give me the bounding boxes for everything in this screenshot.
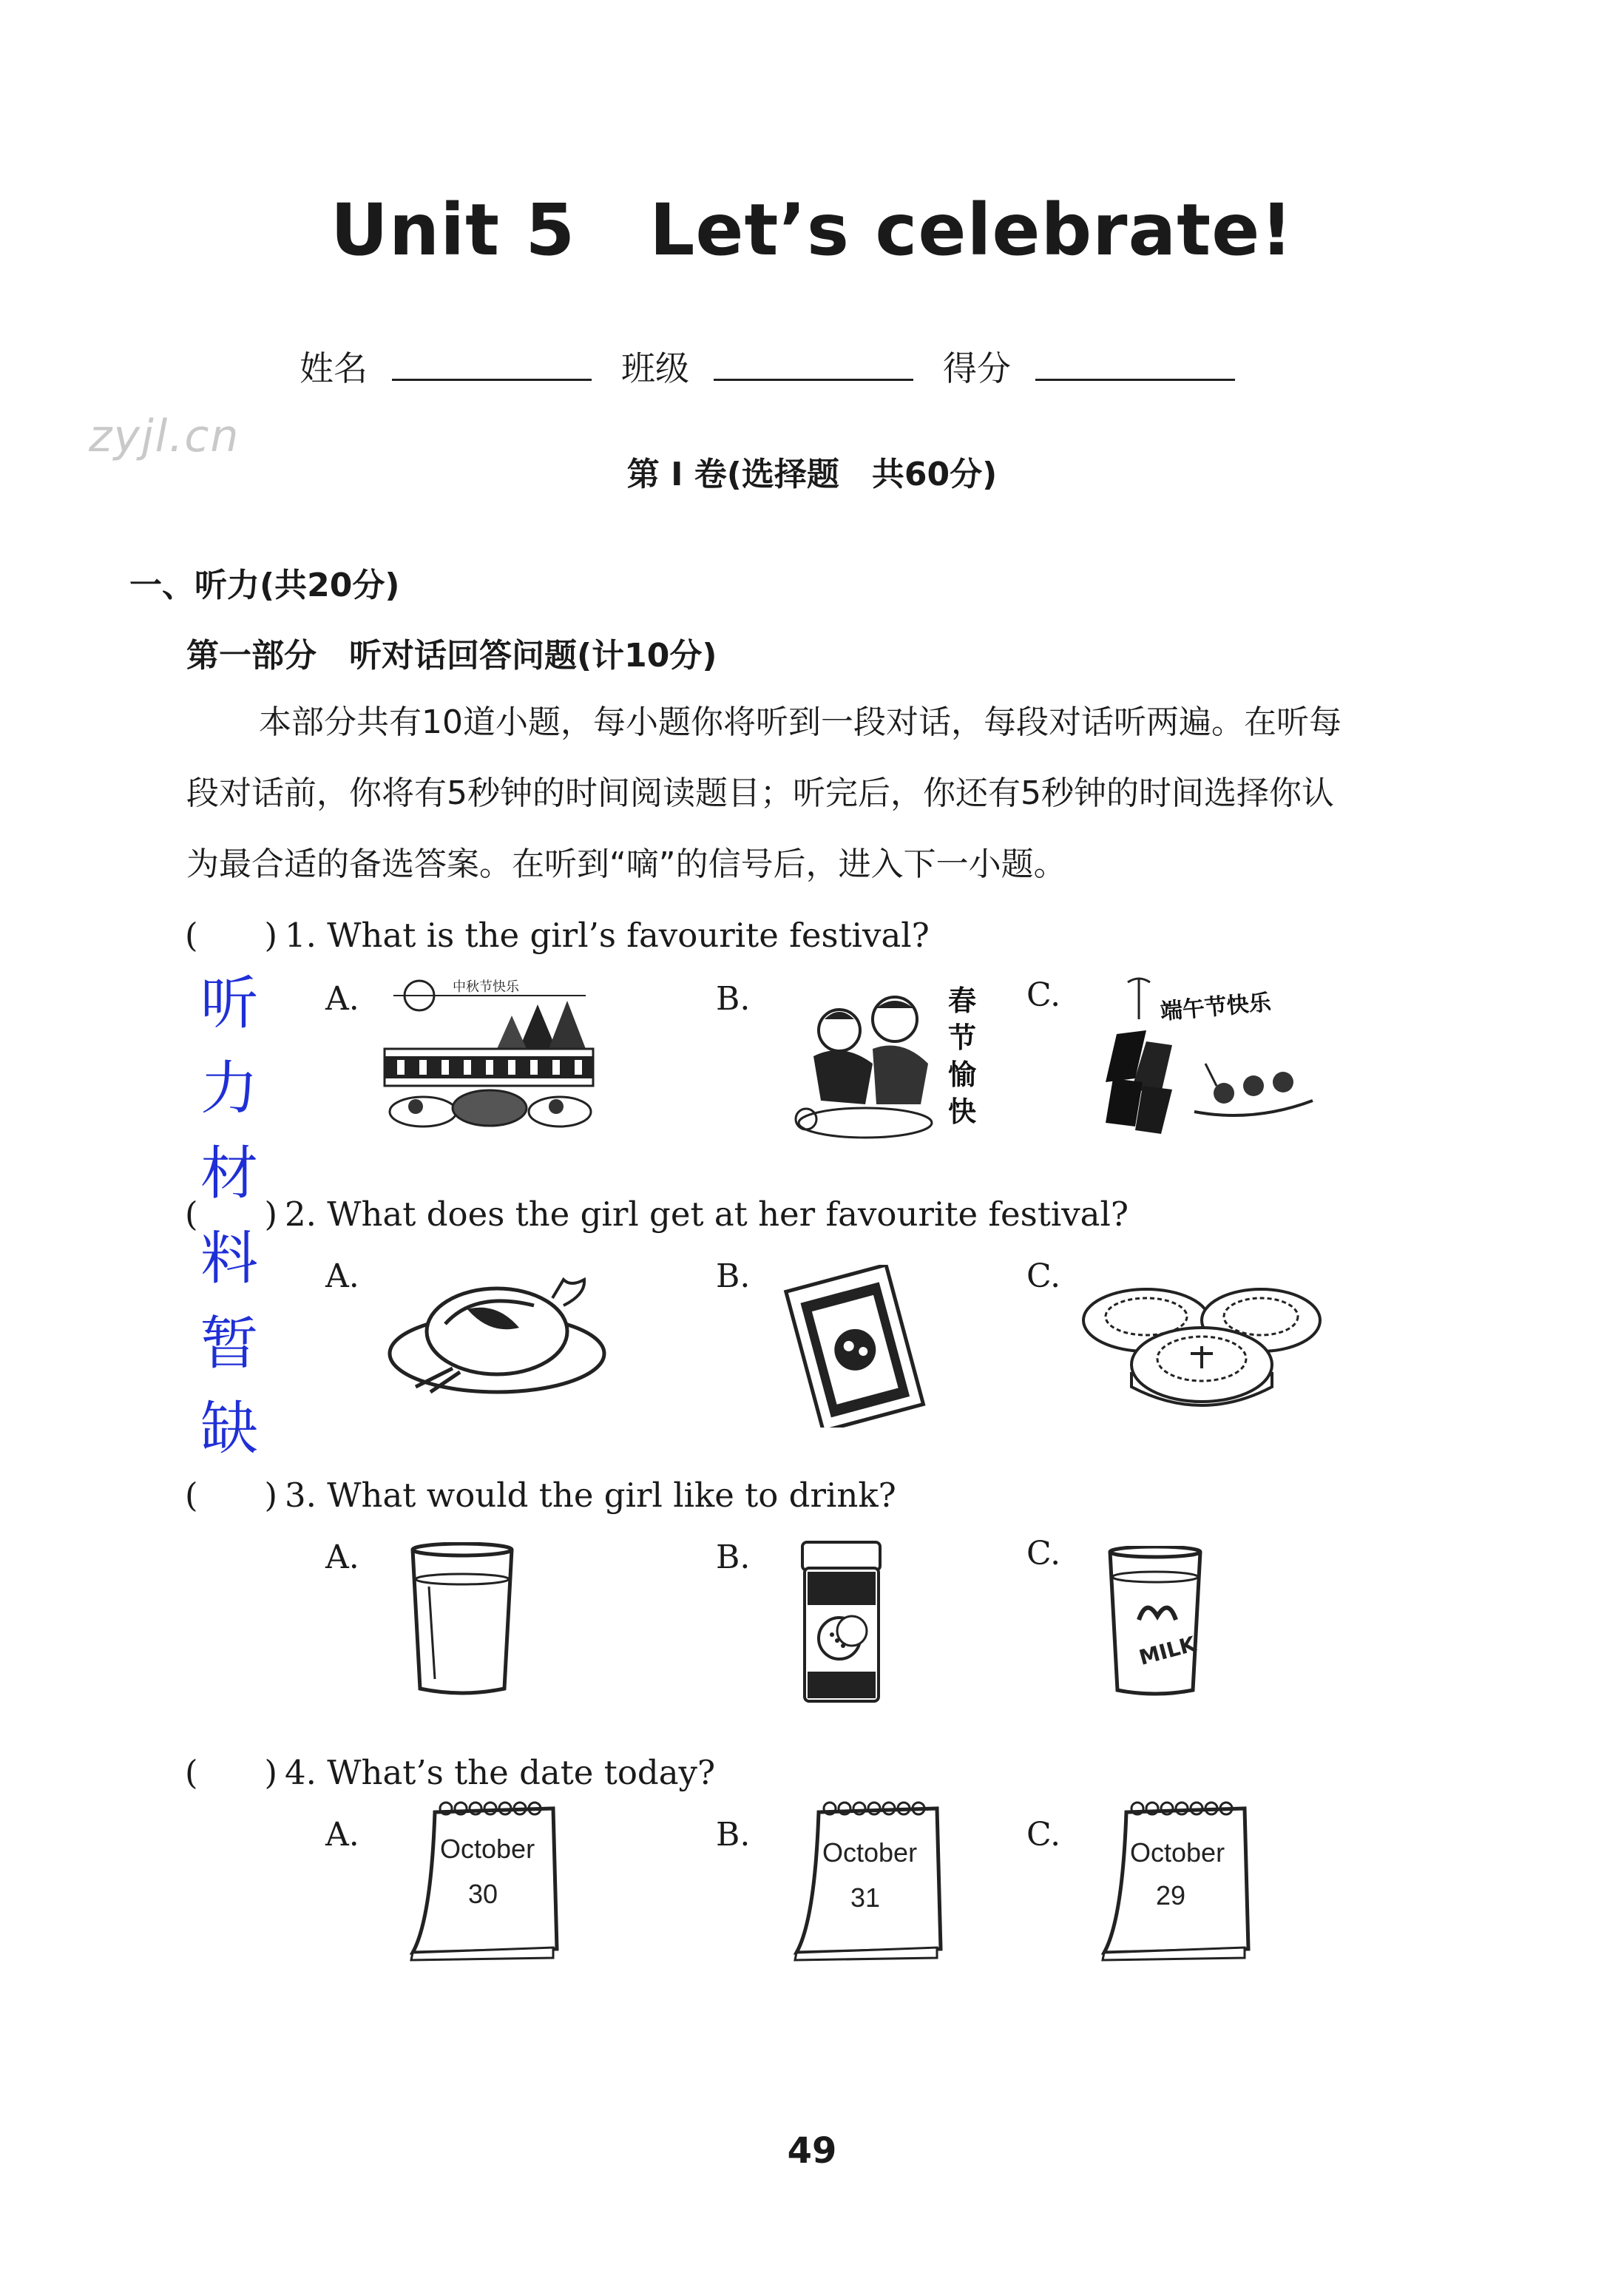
calendar-month: October: [440, 1834, 535, 1864]
option-b-label: B.: [716, 980, 751, 1018]
answer-blank[interactable]: ( ): [185, 1476, 278, 1515]
instructions-line-1: 本部分共有10道小题，每小题你将听到一段对话，每段对话听两遍。在听每: [259, 703, 1342, 741]
note-char: 缺: [200, 1396, 258, 1462]
volume-heading: 第 I 卷(选择题 共60分): [626, 456, 998, 493]
option-c-label: C.: [1026, 976, 1061, 1014]
answer-blank[interactable]: ( ): [185, 1195, 278, 1234]
note-char: 材: [200, 1141, 258, 1207]
roast-chicken-picture[interactable]: [386, 1265, 612, 1398]
note-char: 力: [200, 1055, 258, 1122]
watermark: zyjl.cn: [89, 411, 240, 462]
note-char: 料: [200, 1226, 258, 1292]
juice-bottle-picture[interactable]: [799, 1538, 884, 1705]
calendar-month: October: [1130, 1837, 1225, 1868]
red-packet-picture[interactable]: [777, 1265, 932, 1428]
spring-char-2: 节: [948, 1021, 977, 1054]
option-b-label: B.: [716, 1816, 751, 1854]
calendar-day: 31: [850, 1882, 881, 1913]
question-2: [185, 1187, 1129, 1235]
question-text: 1. What is the girl’s favourite festival?: [285, 916, 930, 955]
page-number: 49: [787, 2130, 837, 2172]
section-heading: 一、听力(共20分): [129, 567, 400, 604]
mid-autumn-festival-picture[interactable]: [379, 975, 597, 1138]
note-char: 暂: [200, 1311, 258, 1377]
question-3: [185, 1468, 896, 1516]
score-field[interactable]: [1035, 379, 1235, 381]
unit-name: Let’s celebrate!: [649, 189, 1294, 271]
option-c-label: C.: [1026, 1257, 1061, 1295]
option-a-label: A.: [325, 1257, 359, 1295]
question-text: 2. What does the girl get at her favourite festival?: [285, 1195, 1129, 1234]
calendar-c-picture[interactable]: [1097, 1794, 1256, 1964]
answer-blank[interactable]: ( ): [185, 1753, 278, 1792]
option-c-label: C.: [1026, 1535, 1061, 1573]
dragon-boat-caption: 端午节快乐: [1159, 990, 1273, 1025]
option-a-label: A.: [325, 1816, 359, 1854]
page-title: [0, 189, 1624, 271]
mooncakes-picture[interactable]: [1080, 1276, 1324, 1413]
calendar-day: 30: [468, 1879, 498, 1909]
name-field[interactable]: [392, 379, 592, 381]
option-b-label: B.: [716, 1257, 751, 1295]
option-a-label: A.: [325, 1538, 359, 1576]
question-4: [185, 1746, 715, 1794]
score-label: 得分: [943, 348, 1011, 388]
calendar-month: October: [822, 1837, 918, 1868]
instructions-line-3: 为最合适的备选答案。在听到“嘀”的信号后，进入下一小题。: [186, 845, 1066, 883]
question-text: 3. What would the girl like to drink?: [285, 1476, 896, 1515]
spring-char-1: 春: [948, 984, 977, 1017]
spring-char-4: 快: [948, 1095, 977, 1128]
dragon-boat-festival-picture[interactable]: [1083, 975, 1320, 1139]
spring-char-3: 愉: [948, 1058, 977, 1091]
mid-autumn-caption: 中秋节快乐: [453, 979, 519, 995]
option-a-label: A.: [325, 980, 359, 1018]
option-b-label: B.: [716, 1538, 751, 1576]
calendar-day: 29: [1156, 1880, 1186, 1911]
name-label: 姓名: [300, 348, 368, 388]
milk-glass-picture[interactable]: [1106, 1546, 1205, 1698]
question-1: [185, 908, 930, 956]
unit-label: Unit 5: [330, 189, 576, 271]
milk-label: MILK: [1136, 1631, 1199, 1670]
class-label: 班级: [621, 348, 689, 388]
part-heading: 第一部分 听对话回答问题(计10分): [186, 637, 717, 675]
calendar-a-picture[interactable]: [405, 1794, 564, 1964]
question-text: 4. What’s the date today?: [285, 1753, 716, 1792]
answer-blank[interactable]: ( ): [185, 916, 278, 955]
option-c-label: C.: [1026, 1816, 1061, 1854]
class-field[interactable]: [714, 379, 913, 381]
calendar-b-picture[interactable]: [789, 1794, 948, 1964]
spring-festival-picture[interactable]: [784, 975, 984, 1144]
instructions-line-2: 段对话前，你将有5秒钟的时间阅读题目；听完后，你还有5秒钟的时间选择你认: [186, 774, 1334, 812]
note-char: 听: [200, 970, 258, 1037]
water-glass-picture[interactable]: [407, 1542, 518, 1698]
